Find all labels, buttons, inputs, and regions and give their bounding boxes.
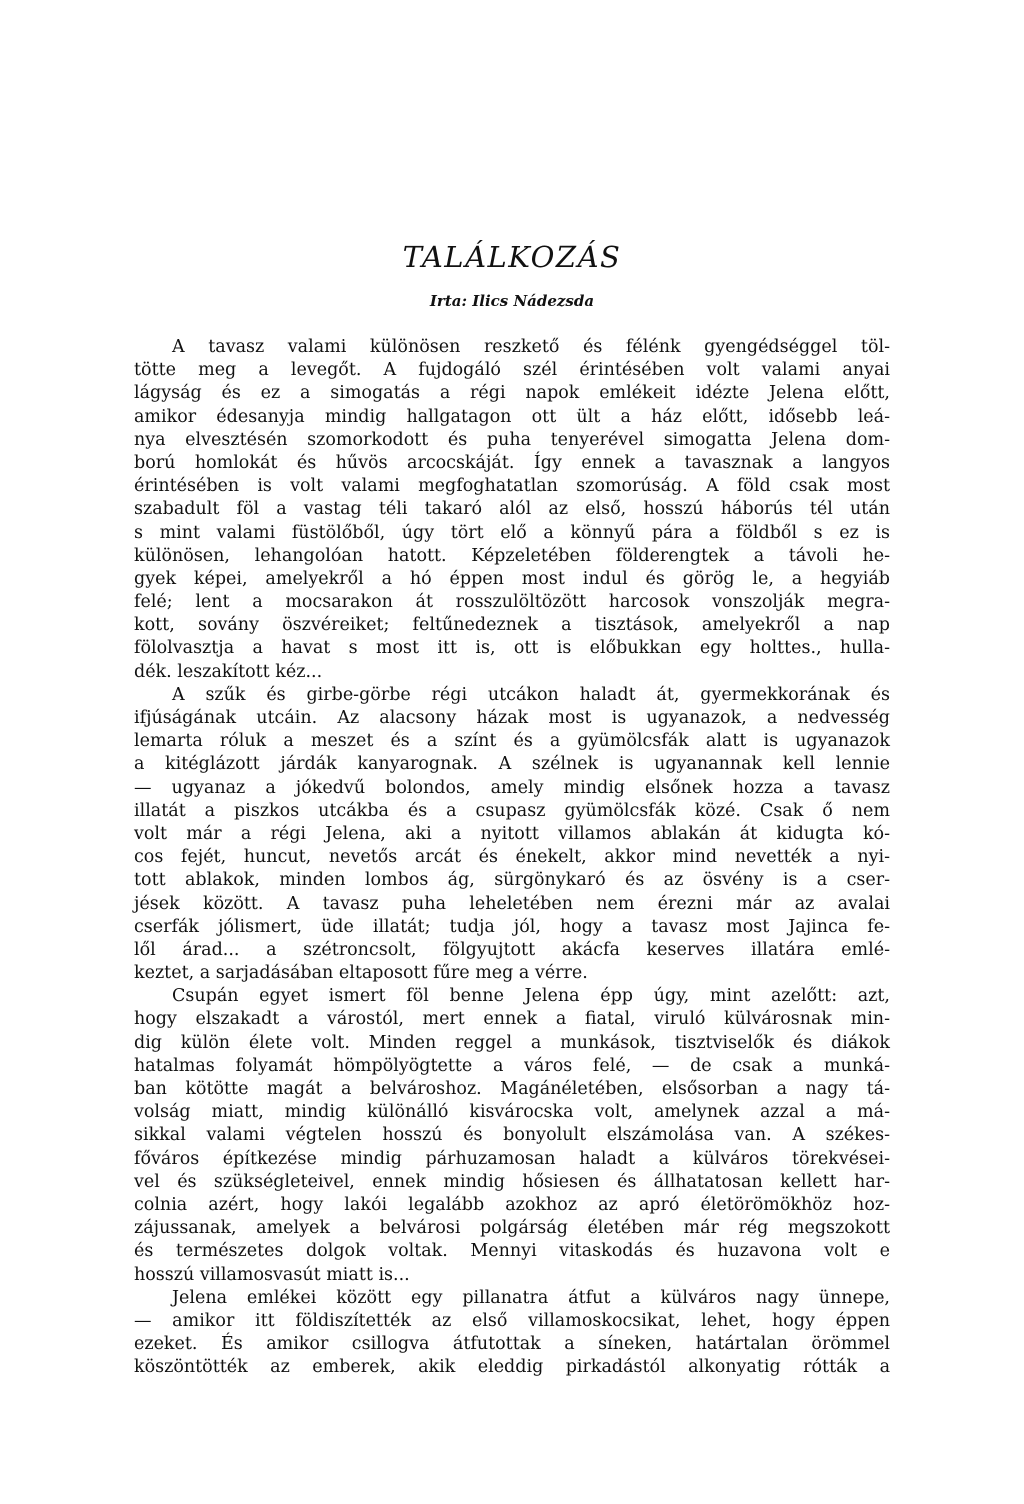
text-line: a kitéglázott járdák kanyarognak. A szélnek is ugyanannak kell lennie (134, 754, 890, 775)
text-line: jések között. A tavasz puha leheletében nem érezni már az avalai (134, 893, 890, 914)
text-line: ban kötötte magát a belvároshoz. Magánéletében, elsősorban a nagy tá- (134, 1079, 890, 1099)
text-line: vel és szükségleteivel, ennek mindig hősiesen és állhatatosan kellett har- (134, 1171, 890, 1192)
text-line: volt már a régi Jelena, aki a nyitott villamos ablakán át kidugta kó- (134, 823, 890, 844)
text-line: és természetes dolgok voltak. Mennyi vitaskodás és huzavona volt e (134, 1241, 890, 1262)
text-line: — amikor itt földiszítették az első villamoskocsikat, lehet, hogy éppen (134, 1310, 890, 1331)
text-line: Jelena emlékei között egy pillanatra átfut a külváros nagy ünnepe, (172, 1287, 890, 1308)
text-line: colnia azért, hogy lakói legalább azokhoz az apró életörömökhöz hoz- (134, 1194, 890, 1215)
paragraph (134, 985, 890, 1286)
article-title: TALÁLKOZÁS (402, 240, 622, 274)
text-line: ezeket. És amikor csillogva átfutottak a síneken, határtalan örömmel (134, 1334, 890, 1355)
text-line: lágyság és ez a simogatás a régi napok emlékeit idézte Jelena előtt, (134, 383, 890, 404)
text-line: Csupán egyet ismert föl benne Jelena épp úgy, mint azelőtt: azt, (172, 986, 890, 1007)
text-line: s mint valami füstölőből, úgy tört elő a könnyű pára a földből s ez is (134, 522, 890, 543)
text-line: gyek képei, amelyekről a hó éppen most indul és görög le, a hegyiáb (134, 568, 890, 589)
text-line: érintésében is volt valami megfoghatatlan szomorúság. A föld csak most (134, 476, 890, 497)
text-line: A szűk és girbe-görbe régi utcákon haladt át, gyermekkorának és (172, 684, 890, 705)
text-line: illatát a piszkos utcákba és a csupasz gyümölcsfák közé. Csak ő nem (134, 800, 890, 821)
text-line: dék. leszakított kéz... (134, 661, 323, 682)
text-line: tötte meg a levegőt. A fujdogáló szél érintésében volt valami anyai (134, 360, 890, 381)
paragraph (134, 336, 890, 684)
text-line: ború homlokát és hűvös arcocskáját. Így ennek a tavasznak a langyos (134, 452, 890, 473)
text-line: szabadult föl a vastag téli takaró alól az első, hosszú háborús tél után (134, 499, 890, 520)
text-line: tott ablakok, minden lombos ág, sürgönykaró és az ösvény is a cser- (134, 870, 890, 891)
text-line: A tavasz valami különösen reszkető és félénk gyengédséggel töl- (172, 337, 890, 357)
text-line: cos fejét, huncut, nevetős arcát és énekelt, akkor mind nevették a nyi- (134, 847, 890, 868)
text-line: nya elvesztésén szomorkodott és puha tenyerével simogatta Jelena dom- (134, 429, 890, 450)
text-line: főváros építkezése mindig párhuzamosan haladt a külváros törekvései- (134, 1148, 890, 1169)
text-line: volság miatt, mindig különálló kisvárocska volt, amelynek azzal a má- (134, 1102, 890, 1123)
article-body (134, 336, 890, 1379)
text-line: keztet, a sarjadásában eltaposott fűre meg a vérre. (134, 963, 588, 984)
text-line: fölolvasztja a havat s most itt is, ott is előbukkan egy holttes., hulla- (134, 638, 890, 659)
text-line: hatalmas folyamát hömpölyögtette a város felé, — de csak a munká- (134, 1055, 890, 1076)
text-line: lemarta róluk a meszet és a színt és a gyümölcsfák alatt is ugyanazok (134, 731, 890, 752)
text-line: sikkal valami végtelen hosszú és bonyolult elszámolása van. A székes- (134, 1125, 890, 1146)
text-line: különösen, lehangolóan hatott. Képzeletében földerengtek a távoli he- (134, 545, 890, 566)
text-line: hogy elszakadt a várostól, mert ennek a fiatal, viruló külvárosnak min- (134, 1009, 890, 1030)
text-line: cserfák jólismert, üde illatát; tudja jól, hogy a tavasz most Jajinca fe- (134, 916, 890, 937)
text-line: felé; lent a mocsarakon át rosszulöltözött harcosok vonszolják megra- (134, 592, 890, 613)
paragraph (134, 1287, 890, 1380)
text-line: amikor édesanyja mindig hallgatagon ott ült a ház előtt, idősebb leá- (134, 406, 890, 427)
text-line: — ugyanaz a jókedvű bolondos, amely mindig elsőnek hozza a tavasz (134, 777, 890, 798)
text-line: hosszú villamosvasút miatt is... (134, 1264, 410, 1285)
text-line: lől árad... a szétroncsolt, fölgyujtott akácfa keserves illatára emlé- (134, 939, 890, 960)
text-line: zájussanak, amelyek a belvárosi polgárság életében már rég megszokott (134, 1218, 890, 1239)
text-line: köszöntötték az emberek, akik eleddig pirkadástól alkonyatig rótták a (134, 1357, 890, 1378)
text-line: ifjúságának utcáin. Az alacsony házak most is ugyanazok, a nedvesség (134, 708, 890, 728)
text-line: kott, sovány öszvéreiket; feltűnedeznek a tisztások, amelyekről a nap (134, 615, 890, 636)
text-line: dig külön élete volt. Minden reggel a munkások, tisztviselők és diákok (134, 1032, 890, 1053)
paragraph (134, 684, 890, 985)
author-byline: Irta: Ilics Nádezsda (429, 292, 595, 310)
